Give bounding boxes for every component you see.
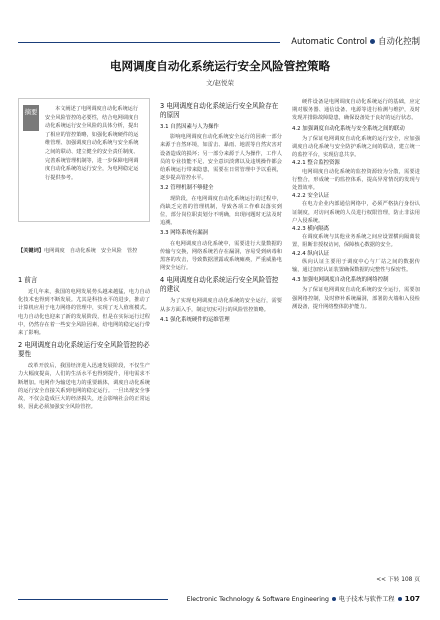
journal-name-cn: 电子技术与软件工程 [338, 596, 395, 603]
subsection-heading: 4.2 加强调度自动化系统与安全系统之间的联动 [292, 125, 405, 132]
header-rule [18, 42, 280, 43]
paragraph: 在电网调度自动化系统中，需要进行大量数据的传输与交换，网络系统若存在漏洞，容易受到病毒和黑客的攻击，导致数据泄露或系统瘫痪，严重威胁电网安全运行。 [160, 240, 282, 272]
abstract-tag: 摘要 [23, 105, 39, 131]
page-footer [0, 590, 440, 604]
header-section [291, 35, 420, 47]
subsubsection-heading: 4.2.1 整合监控资源 [292, 160, 340, 167]
keywords-label: 【关键词】 [18, 248, 44, 254]
paragraph: 在电力企业内部通信网络中，必须严格执行身份认证制度，对访问系统的人员进行权限管理，防止非法用户入侵系统。 [292, 201, 420, 224]
bullet-icon [370, 39, 375, 44]
paragraph: 改革开放后，我国经济进入迅速发展阶段，不仅生产力大幅度提高，人们的生活水平也得到提升，用电需求不断增加。电网作为输送电力的重要载体，调度自动化系统的运行安全直接关系到电网的稳定运行。一旦出现安全事故，不仅会造成巨大的经济损失，还会影响社会的正常运转，因此必须加强安全风险管控。 [18, 363, 150, 411]
column-right [292, 98, 420, 311]
continue-note: << 下转 108 页 [376, 577, 420, 583]
bullet-icon [332, 597, 336, 601]
paragraph: 为了保证电网调度自动化系统的运行安全，应加强调度自动化系统与安全防护系统之间的联动，建立统一的监控平台，实现信息共享。 [292, 135, 420, 159]
header-section-en: Automatic Control [291, 36, 368, 46]
subsection-heading: 4.3 加强电网调度自动化系统的网络控制 [292, 277, 389, 284]
subsection-heading: 3.1 自然因素与人为操作 [160, 124, 219, 130]
footer-rule [18, 599, 168, 600]
footer-journal [187, 594, 420, 603]
paragraph: 现阶段，在电网调度自动化系统运行的过程中，尚缺乏完善的管理机制，导致各项工作难以落实到位，部分岗位职责划分不明确，出现问题时无法及时追溯。 [160, 195, 282, 227]
page-number: 107 [404, 594, 420, 603]
paragraph: 纵向认证主要用于调度中心与厂站之间的数据传输，通过加密认证装置确保数据的完整性与保密性。 [292, 258, 420, 274]
keywords-text: 电网调度 自动化系统 安全风险 管控 [43, 248, 138, 254]
abstract-box [18, 98, 150, 222]
section-heading: 3 电网调度自动化系统运行安全风险存在的原因 [160, 102, 279, 119]
subsection-heading: 4.1 强化系统硬件的运维管理 [160, 316, 230, 323]
article-title: 电网调度自动化系统运行安全风险管控策略 [109, 59, 331, 73]
page-header [0, 34, 440, 50]
section-heading: 4 电网调度自动化系统运行安全风险管控的建议 [160, 276, 279, 294]
paragraph: 近几年来，我国的电网发展势头越来越猛，电力自动化技术也得到不断发展。尤其是科技水平的进步，推动了计算机应用于电力网络的管理中，实现了无人值班模式。电力自动化也迎来了新的发展阶段，但是在实际运行过程中，仍然存在着一些安全风险因素，给电网的稳定运行带来了影响。 [18, 289, 150, 337]
paragraph: 影响电网调度自动化系统安全运行的因素一部分来源于自然环境，如雷击、暴雨、地震等自然灾害对设备造成的损坏；另一部分来源于人为操作，工作人员的专业技能不足、安全意识淡薄以及违规操作都会给系统运行带来隐患，需要在日常管理中予以重视，逐步提高管控水平。 [160, 134, 282, 182]
paragraph: 为了实现电网调度自动化系统的安全运行，需要从多方面入手，制定切实可行的风险管控策略。 [160, 298, 282, 313]
paragraph: 为了保证电网调度自动化系统的安全运行，需要加强网络控制，及时修补系统漏洞，部署防火墙和入侵检测设备，提升网络整体防护能力。 [292, 287, 420, 310]
section-heading: 2 电网调度自动化系统运行安全风险管控的必要性 [18, 341, 150, 359]
paragraph: 在调度系统与其他业务系统之间应设置横向隔离装置，阻断非授权访问，保障核心数据的安全。 [292, 234, 420, 249]
bullet-icon [398, 597, 402, 601]
paragraph: 电网调度自动化系统的监控资源较为分散，需要进行整合，形成统一的监控体系，提高异常情况的发现与处置效率。 [292, 168, 420, 192]
header-section-cn: 自动化控制 [378, 36, 420, 46]
subsubsection-heading: 4.2.2 安全认证 [292, 193, 329, 200]
paragraph: 硬件设备是电网调度自动化系统运行的基础，应定期对服务器、通信设备、电源等进行检测与维护，及时发现并排除故障隐患，确保设备处于良好的运行状态。 [292, 99, 420, 122]
subsubsection-heading: 4.2.3 横向隔离 [292, 226, 329, 233]
keywords [18, 247, 150, 256]
column-left [18, 272, 150, 411]
subsection-heading: 3.2 管理机制不够健全 [160, 185, 214, 192]
column-middle [160, 98, 282, 326]
subsection-heading: 3.3 网络系统有漏洞 [160, 230, 209, 237]
subsubsection-heading: 4.2.4 纵向认证 [292, 250, 329, 257]
article-author: 文/赵悦荣 [206, 79, 234, 87]
abstract-text: 本文阐述了电网调度自动化系统运行安全风险管控的必要性，结合电网调度自动化系统运行安全风险的具体分析，提出了相应的管控策略，如强化系统硬件的运维管理、加强调度自动化系统与安全系统之间的联动、建立健全的安全责任制度、完善系统管理机制等，进一步保障电网调度自动化系统的运行安全，为电网稳定运行提供参考。 [45, 106, 139, 181]
section-heading: 1 前言 [18, 276, 38, 284]
journal-name-en: Electronic Technology & Software Engineering [186, 596, 329, 603]
